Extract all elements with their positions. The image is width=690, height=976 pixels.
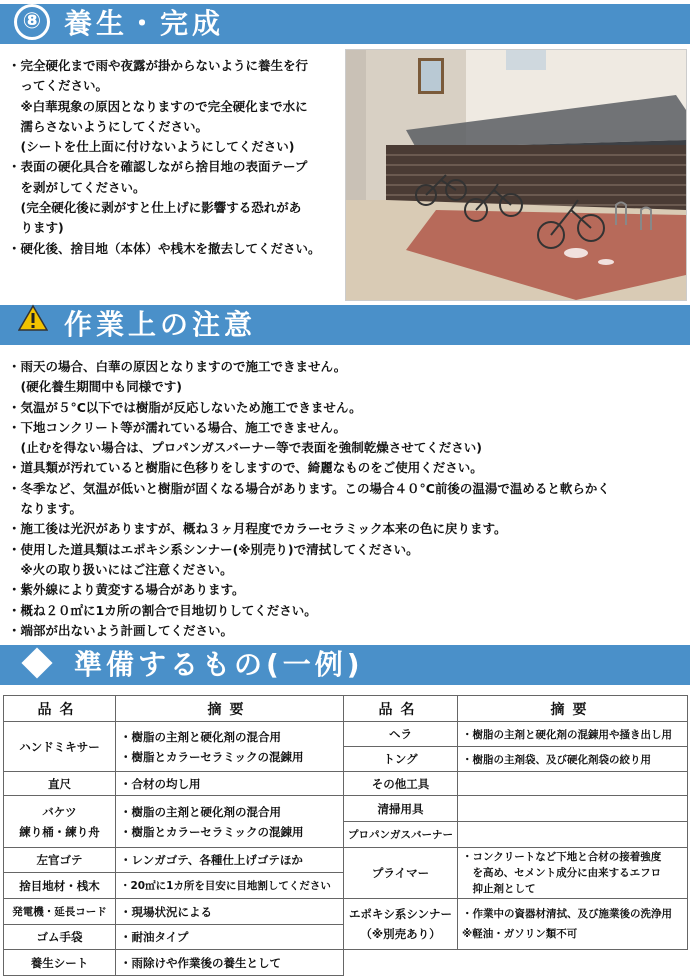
item-summary: ・耐油タイプ [116, 925, 344, 950]
header-summary: 摘要 [458, 696, 688, 722]
item-summary: ・樹脂の主剤と硬化剤の混錬用や掻き出し用 [458, 722, 688, 747]
text-line: ・使用した道具類はエポキシ系シンナー(※別売り)で清拭してください。 [8, 541, 419, 557]
completion-photo [345, 49, 687, 301]
text-line: ※白華現象の原因となりますので完全硬化まで水に [8, 98, 308, 114]
item-name: トング [344, 747, 458, 772]
item-summary: ・合材の均し用 [116, 772, 344, 796]
header-summary: 摘要 [116, 696, 344, 722]
text-line: ・端部が出ないよう計画してください。 [8, 622, 234, 638]
text-line: (シートを仕上面に付けないようにしてください) [8, 139, 295, 155]
item-summary [458, 822, 688, 848]
table-row [4, 796, 688, 822]
item-name: ハンドミキサー [4, 722, 116, 772]
section-title: 作業上の注意 [64, 308, 257, 341]
table-header-row [4, 696, 688, 722]
item-name: 発電機・延長コード [4, 899, 116, 925]
section-title: 準備するもの(一例) [74, 648, 364, 681]
item-summary: ・現場状況による [116, 899, 344, 925]
item-summary: ・雨除けや作業後の養生として [116, 950, 344, 976]
item-summary: ・樹脂の主剤と硬化剤の混合用 ・樹脂とカラーセラミックの混錬用 [116, 722, 344, 772]
item-name: プライマー [344, 848, 458, 899]
text-line: ります) [8, 220, 64, 236]
item-name: 捨目地材・桟木 [4, 873, 116, 899]
section-banner-preparation [0, 645, 690, 685]
diamond-icon [21, 647, 52, 678]
table-row [4, 848, 688, 873]
section-title: 養生・完成 [64, 7, 225, 40]
text-line: ・硬化後、捨目地（本体）や桟木を撤去してください。 [8, 240, 321, 256]
item-name: 清掃用具 [344, 796, 458, 822]
text-line: ・紫外線により黄変する場合があります。 [8, 582, 245, 598]
text-line: ・気温が５°C以下では樹脂が反応しないため施工できません。 [8, 399, 362, 415]
header-name: 品名 [344, 696, 458, 722]
table-row [4, 950, 688, 976]
text-line: ・冬季など、気温が低いと樹脂が固くなる場合があります。この場合４０°C前後の温湯で温めると軟らかく [8, 480, 610, 496]
step-number-badge: ⑧ [14, 4, 50, 40]
bicycle-parking-illustration [346, 50, 686, 300]
preparation-table [3, 695, 688, 976]
text-line: (止むを得ない場合は、プロパンガスバーナー等で表面を強制乾燥させてください) [8, 440, 482, 456]
item-name: ヘラ [344, 722, 458, 747]
item-name: 直尺 [4, 772, 116, 796]
text-line: (完全硬化後に剥がすと仕上げに影響する恐れがあ [8, 200, 302, 216]
text-line: なります。 [8, 501, 83, 517]
header-name: 品名 [4, 696, 116, 722]
text-line: ・道具類が汚れていると樹脂に色移りをしますので、綺麗なものをご使用ください。 [8, 460, 483, 476]
text-line: ・施工後は光沢がありますが、概ね３ヶ月程度でカラーセラミック本来の色に戻ります。 [8, 521, 507, 537]
text-line: ・概ね２０㎡に1カ所の割合で目地切りしてください。 [8, 602, 317, 618]
text-line: ・完全硬化まで雨や夜露が掛からないように養生を行 [8, 58, 309, 73]
item-name: バケツ 練り桶・練り舟 [4, 796, 116, 848]
warning-icon [18, 303, 48, 343]
item-summary: ・樹脂の主剤と硬化剤の混合用 ・樹脂とカラーセラミックの混錬用 [116, 796, 344, 848]
text-line: ※火の取り扱いにはご注意ください。 [8, 561, 233, 577]
item-summary: ・レンガゴテ、各種仕上げゴテほか [116, 848, 344, 873]
item-summary [458, 796, 688, 822]
text-line: ってください。 [8, 78, 109, 94]
item-summary [458, 772, 688, 796]
item-summary: ・樹脂の主剤袋、及び硬化剤袋の絞り用 [458, 747, 688, 772]
text-line: を剥がしてください。 [8, 179, 146, 195]
curing-instructions [8, 56, 321, 259]
item-name: 養生シート [4, 950, 116, 976]
table-row [4, 899, 688, 925]
item-name: 左官ゴテ [4, 848, 116, 873]
text-line: ・雨天の場合、白華の原因となりますので施工できません。 [8, 359, 347, 374]
table-row [4, 772, 688, 796]
item-name: その他工具 [344, 772, 458, 796]
item-summary: ・20㎡に1カ所を目安に目地割してください [116, 873, 344, 899]
item-name: プロパンガスバーナー [344, 822, 458, 848]
item-name: エポキシ系シンナー （※別売あり） [344, 899, 458, 950]
caution-list [8, 357, 610, 641]
item-summary: ・作業中の資器材清拭、及び施業後の洗浄用 ※軽油・ガソリン類不可 [458, 899, 688, 950]
item-summary: ・コンクリートなど下地と合材の接着強度 を高め、セメント成分に由来するエフロ 抑止剤として [458, 848, 688, 899]
text-line: ・表面の硬化具合を確認しながら捨目地の表面テープ [8, 159, 308, 175]
text-line: ・下地コンクリート等が濡れている場合、施工できません。 [8, 419, 347, 435]
section-banner-cautions [0, 305, 690, 345]
item-name: ゴム手袋 [4, 925, 116, 950]
text-line: (硬化養生期間中も同様です) [8, 379, 182, 395]
text-line: 濡らさないようにしてください。 [8, 118, 209, 134]
section-banner-curing [0, 4, 690, 44]
table-row [4, 722, 688, 747]
